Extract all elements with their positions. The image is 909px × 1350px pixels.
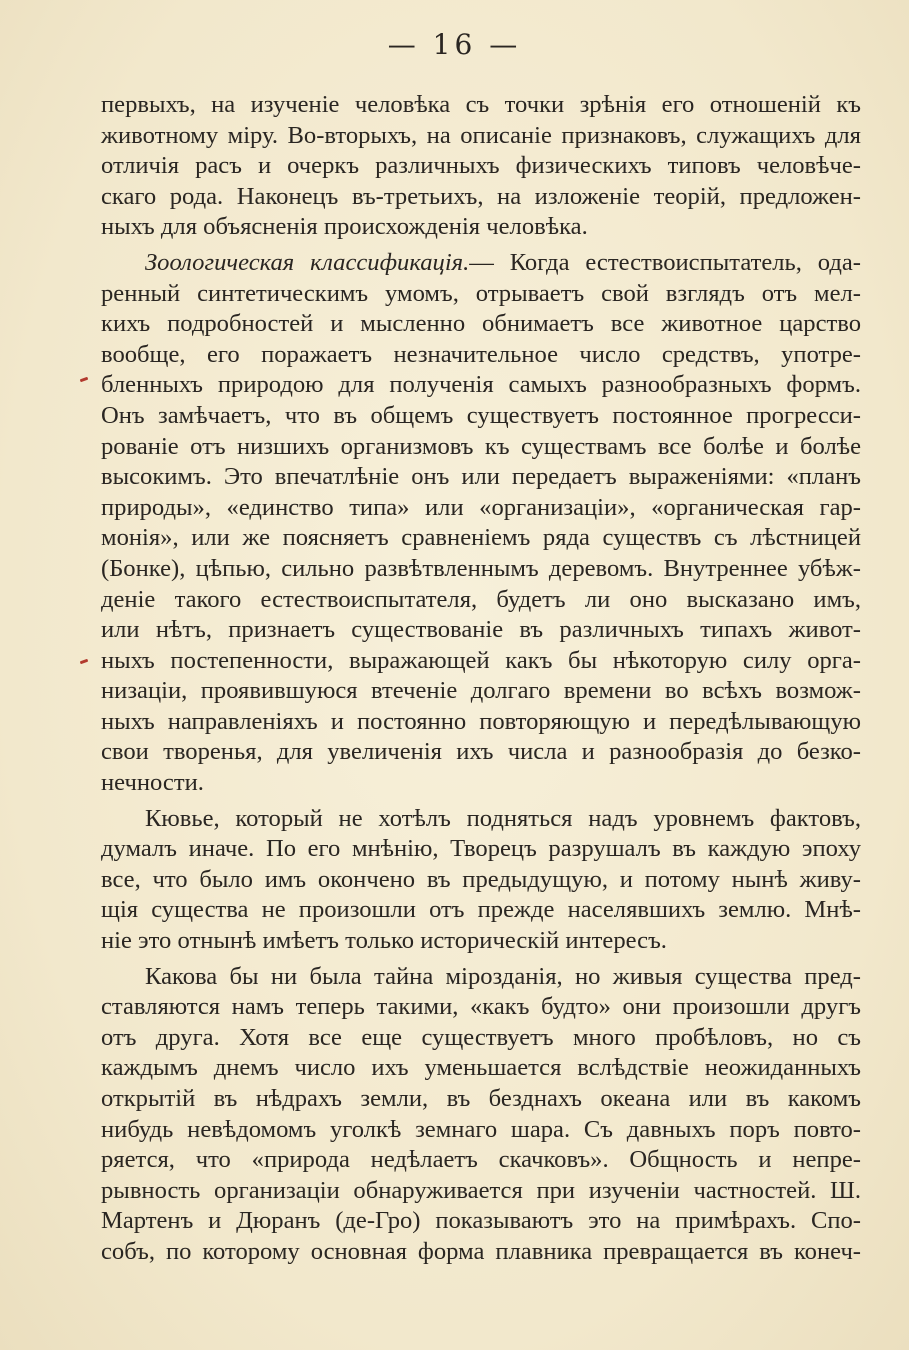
text-line: Какова бы ни была тайна мірозданія, но живыя существа пред-: [145, 962, 861, 990]
text-line: нибудь невѣдомомъ уголкѣ земнаго шара. Съ давныхъ поръ повто-: [101, 1115, 861, 1143]
text-line: все, что было имъ окончено въ предыдущую, и потому нынѣ живу-: [101, 865, 861, 893]
text-line: Онъ замѣчаетъ, что въ общемъ существуетъ постоянное прогресси-: [101, 401, 861, 429]
text-fragment: — Когда естествоиспытатель, ода-: [469, 248, 862, 276]
text-line: монія», или же поясняетъ сравненіемъ ряда существъ съ лѣстницей: [101, 524, 861, 552]
text-line: ніе это отнынѣ имѣетъ только историческій интересъ.: [101, 927, 667, 955]
text-line: или нѣтъ, признаетъ существованіе въ различныхъ типахъ живот-: [101, 616, 861, 644]
text-line: бленныхъ природою для полученія самыхъ разнообразныхъ формъ.: [101, 371, 861, 399]
paragraph: [101, 804, 861, 957]
text-line: думалъ иначе. По его мнѣнію, Творецъ разрушалъ въ каждую эпоху: [101, 835, 861, 863]
paragraph: [101, 248, 861, 799]
text-line: (Бонке), цѣпью, сильно развѣтвленнымъ деревомъ. Внутреннее убѣж-: [101, 554, 861, 582]
text-line: животному міру. Во-вторыхъ, на описаніе признаковъ, служащихъ для: [101, 121, 861, 149]
text-line: ставляются намъ теперь такими, «какъ будто» они произошли другъ: [101, 993, 861, 1021]
text-line: ныхъ для объясненія происхожденія человѣка.: [101, 213, 588, 241]
page-number: — 16 —: [387, 28, 522, 61]
text-line: свои творенья, для увеличенія ихъ числа и разнообразія до безко-: [101, 738, 861, 766]
margin-pencil-mark: [80, 377, 89, 383]
text-line: отличія расъ и очеркъ различныхъ физическихъ типовъ человѣче-: [101, 152, 861, 180]
margin-pencil-mark: [80, 659, 89, 665]
text-line: нечности.: [101, 769, 204, 797]
paragraph: [101, 90, 861, 243]
text-line: ныхъ постепенности, выражающей какъ бы нѣкоторую силу орга-: [101, 646, 861, 674]
text-line: [101, 248, 861, 279]
text-line: скаго рода. Наконецъ въ-третьихъ, на изложеніе теорій, предложен-: [101, 182, 861, 210]
section-heading: Зоологическая классификація.: [145, 248, 470, 276]
text-line: кихъ подробностей и мысленно обнимаетъ все животное царство: [101, 310, 861, 338]
text-line: щія существа не произошли отъ прежде населявшихъ землю. Мнѣ-: [101, 896, 861, 924]
text-line: Мартенъ и Дюранъ (де-Гро) показываютъ это на примѣрахъ. Спо-: [101, 1207, 861, 1235]
text-line: ренный синтетическимъ умомъ, отрываетъ свой взглядъ отъ мел-: [101, 279, 861, 307]
text-line: высокимъ. Это впечатлѣніе онъ или передаетъ выраженіями: «планъ: [101, 463, 861, 491]
text-line: первыхъ, на изученіе человѣка съ точки зрѣнія его отношеній къ: [101, 91, 861, 118]
text-line: рованіе отъ низшихъ организмовъ къ существамъ все болѣе и болѣе: [101, 432, 861, 460]
paragraph: [101, 962, 861, 1268]
text-line: рывность организаціи обнаруживается при изученіи частностей. Ш.: [101, 1176, 861, 1204]
text-line: отъ друга. Хотя все еще существуетъ много пробѣловъ, но съ: [101, 1023, 861, 1051]
text-line: низаціи, проявившуюся втеченіе долгаго времени во всѣхъ возмож-: [101, 677, 861, 705]
text-line: деніе такого естествоиспытателя, будетъ ли оно высказано имъ,: [101, 585, 861, 613]
text-line: Кювье, который не хотѣлъ подняться надъ уровнемъ фактовъ,: [145, 804, 861, 832]
text-line: ряется, что «природа недѣлаетъ скачковъ». Общность и непре-: [101, 1146, 861, 1174]
text-line: ныхъ направленіяхъ и постоянно повторяющую и передѣлывающую: [101, 707, 861, 735]
text-line: вообще, его поражаетъ незначительное число средствъ, употре-: [101, 340, 861, 368]
text-line: каждымъ днемъ число ихъ уменьшается вслѣдствіе неожиданныхъ: [101, 1054, 861, 1082]
text-line: природы», «единство типа» или «организаціи», «органическая гар-: [101, 493, 861, 521]
body-text: [101, 90, 861, 1268]
text-line: открытій въ нѣдрахъ земли, въ безднахъ океана или въ какомъ: [101, 1085, 861, 1112]
text-line: собъ, по которому основная форма плавника превращается въ конеч-: [101, 1237, 861, 1265]
